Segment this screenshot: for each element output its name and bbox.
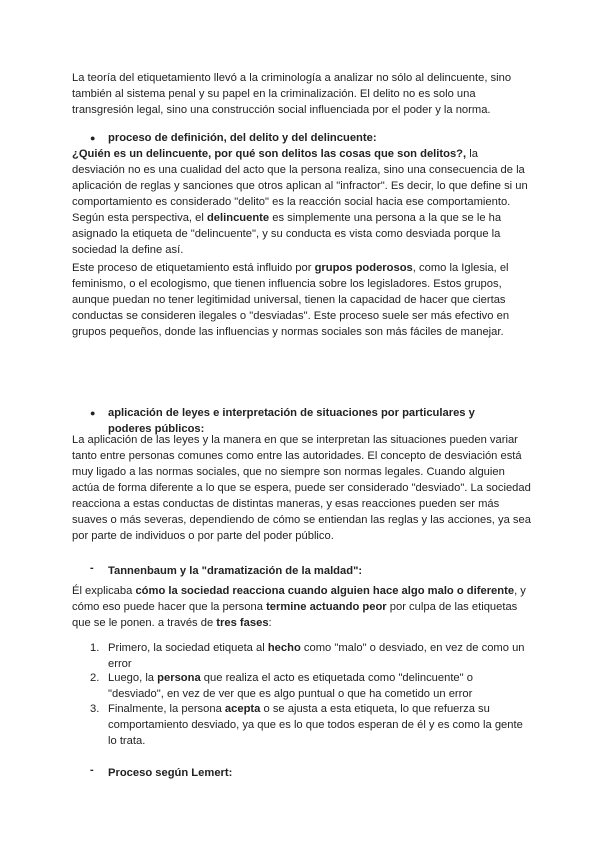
list-item-bold: persona: [157, 672, 201, 684]
list-item-text: Primero, la sociedad etiqueta al: [108, 642, 268, 654]
tannenbaum-text-b: , y cómo eso puede hacer que la persona: [72, 585, 526, 613]
tannenbaum-text-a: Él explicaba: [72, 585, 136, 597]
definicion-text-b: es simplemente una persona a la que se le ha asignado la etiqueta de "delincuente", y su conducta es vista como desviada porque la sociedad la define así.: [72, 212, 502, 256]
list-item-text: que realiza el acto es etiquetada como "delincuente" o "desviado", en vez de ver que es algo puntual o que ha cometido un error: [108, 672, 473, 700]
bullet-icon: ●: [90, 408, 96, 418]
list-item: [108, 670, 528, 702]
delincuente-bold: delincuente: [206, 212, 270, 224]
definicion-paragraph: [72, 146, 532, 258]
tannenbaum-bold-2: termine actuando peor: [266, 601, 387, 613]
bullet-icon: ●: [90, 133, 96, 143]
section-heading-definicion: proceso de definición, del delito y del delincuente:: [108, 132, 377, 144]
grupos-bold: grupos poderosos: [314, 262, 413, 274]
tannenbaum-paragraph: [72, 583, 532, 631]
section-heading-aplicacion: aplicación de leyes e interpretación de situaciones por particulares y poderes públicos:: [108, 407, 475, 435]
section-heading-lemert: Proceso según Lemert:: [108, 767, 233, 779]
list-item-text: Finalmente, la persona: [108, 703, 225, 715]
dash-marker: -: [90, 764, 94, 776]
list-item-text: Luego, la: [108, 672, 158, 684]
tannenbaum-text-d: :: [268, 617, 272, 629]
list-item-bold: acepta: [224, 703, 261, 715]
list-number: 3.: [90, 703, 100, 715]
section-heading-tannenbaum: Tannenbaum y la "dramatización de la maldad":: [108, 565, 363, 577]
tannenbaum-text-c: por culpa de las etiquetas que se le ponen. a través de: [72, 601, 518, 629]
grupos-text-b: , como la Iglesia, el feminismo, o el ecologismo, que tienen influencia sobre los legisladores. Estos grupos, aunque puedan no tener legitimidad universal, tienen la capacidad de hacer que ciertas conductas se consideren ilegales o "desviadas". Este proceso suele ser más efectivo en grupos pequeños, donde las influencias y normas sociales son más fáciles de manejar.: [72, 262, 510, 338]
definicion-text-a: la desviación no es una cualidad del acto que la persona realiza, sino una consecuencia de la aplicación de reglas y sanciones que otros aplican al "infractor". Es decir, lo que define si un comportamiento es considerado "delito" es la reacción social hacia ese comportamiento. Según esta perspectiva, el: [72, 148, 528, 224]
list-item: [108, 640, 528, 672]
dash-marker: -: [90, 562, 94, 574]
aplicacion-paragraph: La aplicación de las leyes y la manera en que se interpretan las situaciones pueden variar tanto entre personas comunes como entre las autoridades. El concepto de desviación está muy ligado a las normas sociales, que no siempre son normas legales. Cuando alguien actúa de forma diferente a lo que se espera, puede ser considerado "desviado". La sociedad reacciona a estas conductas de distintas maneras, y esas reacciones pueden ser más suaves o más severas, dependiendo de cómo se entiendan las reglas y las acciones, ya sea por parte de individuos o por parte del poder público.: [72, 434, 531, 542]
question-bold: ¿Quién es un delincuente, por qué son delitos las cosas que son delitos?,: [72, 148, 467, 160]
list-number: 2.: [90, 672, 100, 684]
tannenbaum-bold-1: cómo la sociedad reacciona cuando alguien hace algo malo o diferente: [135, 585, 515, 597]
tannenbaum-bold-3: tres fases: [216, 617, 269, 629]
list-item-text: como "malo" o desviado, en vez de como un error: [108, 642, 525, 670]
grupos-paragraph: [72, 260, 532, 340]
intro-paragraph: La teoría del etiquetamiento llevó a la criminología a analizar no sólo al delincuente, sino también al sistema penal y su papel en la criminalización. El delito no es solo una transgresión legal, sino una construcción social influenciada por el poder y la norma.: [72, 72, 512, 116]
list-item-text: o se ajusta a esta etiqueta, lo que refuerza su comportamiento desviado, ya que es lo que todos esperan de él y es como la gente lo trata.: [108, 703, 523, 747]
list-number: 1.: [90, 642, 100, 654]
list-item-bold: hecho: [267, 642, 301, 654]
grupos-text-a: Este proceso de etiquetamiento está influido por: [72, 262, 315, 274]
list-item: [108, 701, 528, 749]
